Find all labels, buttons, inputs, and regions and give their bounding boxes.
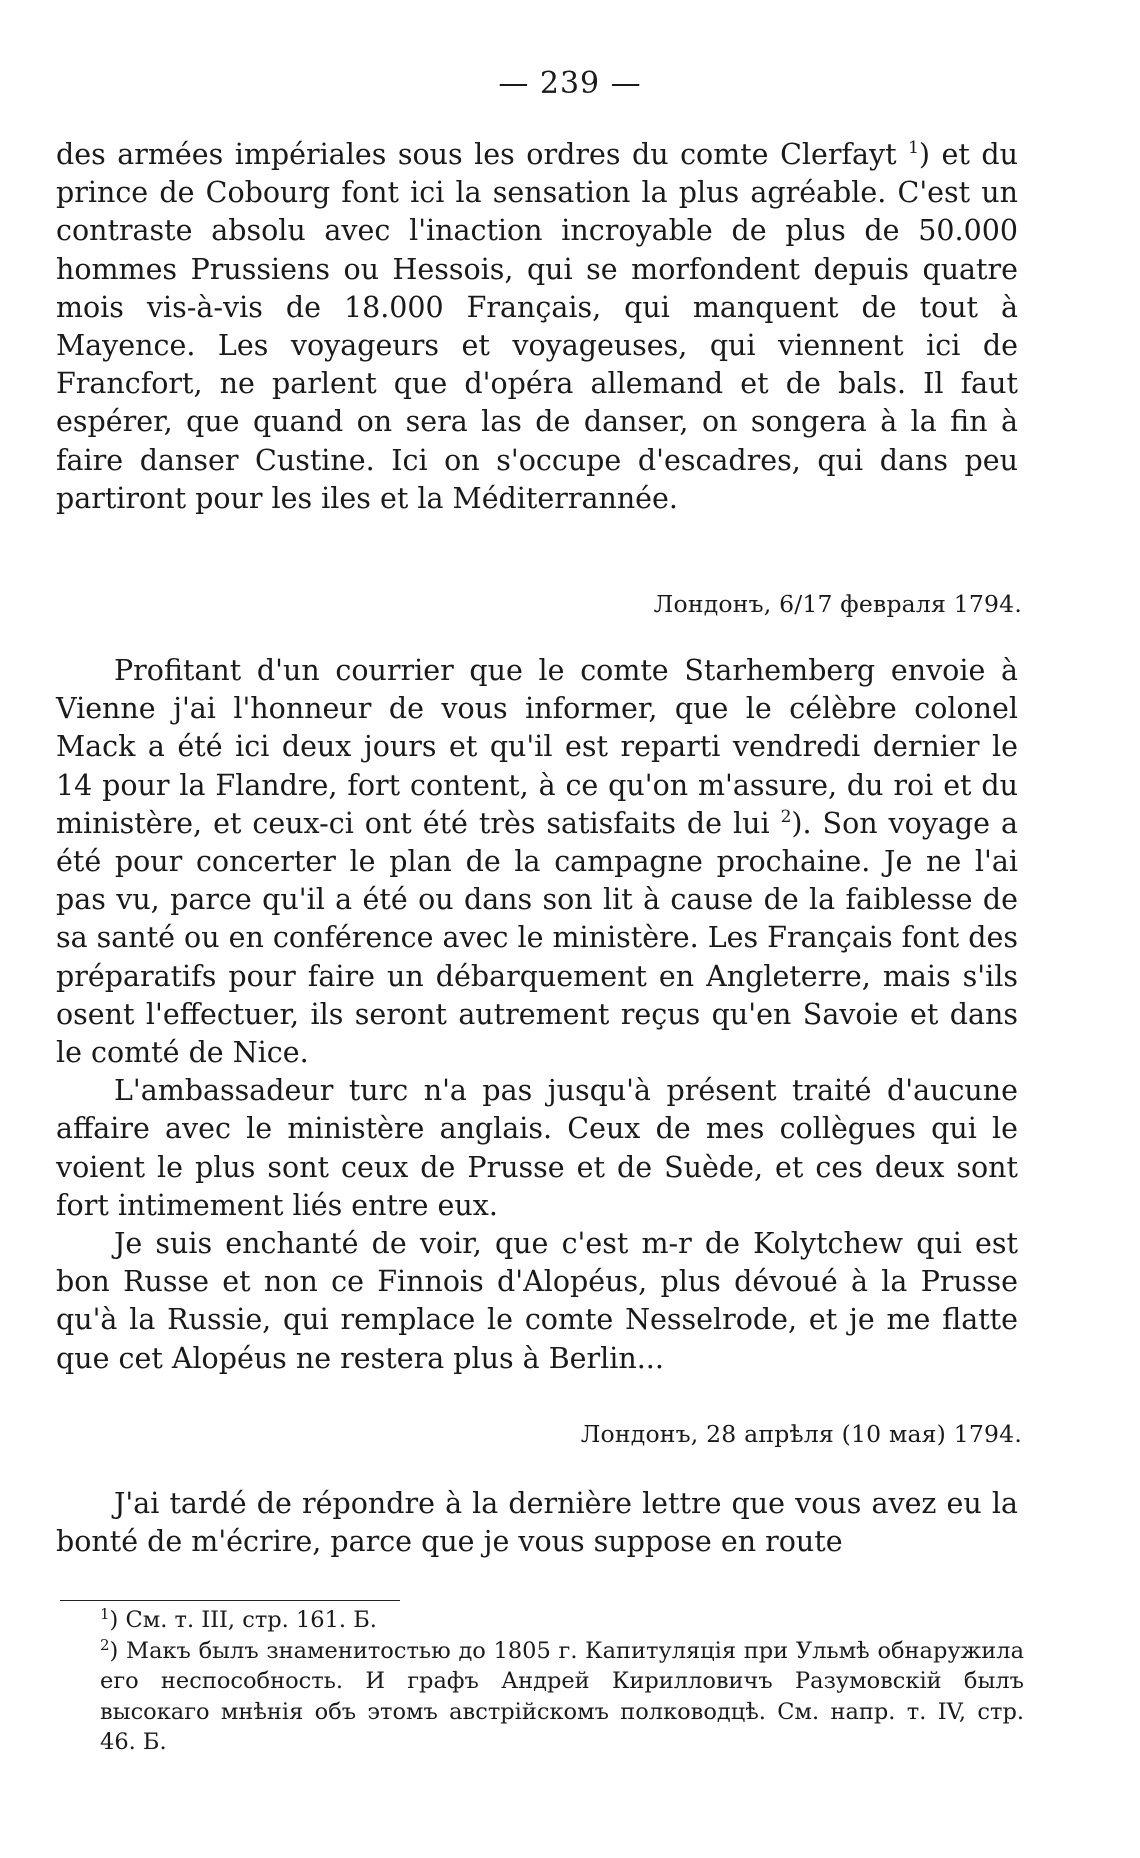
footnote-ref-2: 2 <box>780 806 792 827</box>
letter-3-paragraph: J'ai tardé de répondre à la dernière lettre que vous avez eu la bonté de m'écrire, parce que je vous suppose en route <box>56 1487 1018 1559</box>
footnote-2 <box>100 1636 1024 1758</box>
letter-1-paragraph <box>56 136 1018 518</box>
footnotes <box>100 1605 1024 1758</box>
letter-2-paragraph-1-tail: ). Son voyage a été pour concerter le plan de la campagne prochaine. Je ne l'ai pas vu, parce qu'il a été ou dans son lit à cause de la faiblesse de sa santé ou en conférence avec le ministère. Les Français font des préparatifs pour faire un débarquement en Angleterre, mais s'ils osent l'effectuer, ils seront autrement reçus qu'en Savoie et dans le comté de Nice. <box>56 806 1018 1070</box>
letter-2-paragraph-3: Je suis enchanté de voir, que c'est m-r de Kolytchew qui est bon Russe et non ce Finnois d'Alopéus, plus dévoué à la Prusse qu'à la Russie, qui remplace le comte Nesselrode, et je me flatte que cet Alopéus ne restera plus à Berlin... <box>56 1227 1018 1375</box>
letter-2-dateline: Лондонъ, 6/17 февраля 1794. <box>653 590 1022 618</box>
letter-2-paragraph-1-head: Profitant d'un courrier que le comte Starhemberg envoie à Vienne j'ai l'honneur de vous informer, que le célèbre colonel Mack a été ici deux jours et qu'il est reparti vendredi dernier le 14 pour la Flandre, fort content, à ce qu'on m'assure, du roi et du ministère, et ceux-ci ont été très satisfaits de lui <box>56 654 1018 840</box>
letter-1-text: des armées impériales sous les ordres du comte Clerfayt <box>56 138 909 171</box>
letter-3-dateline: Лондонъ, 28 апрѣля (10 мая) 1794. <box>580 1420 1022 1448</box>
letter-1-text-tail: ) et du prince de Cobourg font ici la sensation la plus agréable. C'est un contraste absolu avec l'inaction incroyable de plus de 50.000 hommes Prussiens ou Hessois, qui se morfondent depuis quatre mois vis-à-vis de 18.000 Français, qui manquent de tout à Mayence. Les voyageurs et voyageuses, qui viennent ici de Francfort, ne parlent que d'opéra allemand et de bals. Il faut espérer, que quand on sera las de danser, on songera à la fin à faire danser Custine. Ici on s'occupe d'escadres, qui dans peu partiront pour les iles et la Méditerrannée. <box>56 138 1019 515</box>
letter-1-body <box>56 136 1018 518</box>
footnote-2-marker: 2 <box>100 1635 110 1654</box>
footnote-ref-1: 1 <box>908 138 919 158</box>
footnote-1-text: ) См. т. III, стр. 161. Б. <box>109 1607 377 1633</box>
letter-2-paragraph-2: L'ambassadeur turc n'a pas jusqu'à présent traité d'aucune affaire avec le ministère anglais. Ceux de mes collègues qui le voient le plus sont ceux de Prusse et de Suède, et ces deux sont fort intimement liés entre eux. <box>56 1074 1018 1222</box>
footnote-1 <box>100 1605 1024 1636</box>
letter-3-body <box>56 1485 1018 1561</box>
letter-2-paragraph-1 <box>56 652 1018 1072</box>
footnote-2-text: ) Макъ былъ знаменитостью до 1805 г. Капитуляція при Ульмѣ обнаружила его неспособность. И графъ Андрей Кирилловичъ Разумовскій былъ высокаго мнѣнія объ этомъ австрійскомъ полководцѣ. См. напр. т. IV, стр. 46. Б. <box>100 1637 1024 1755</box>
footnote-divider <box>60 1600 400 1601</box>
page-number: — 239 — <box>498 66 642 101</box>
footnote-1-marker: 1 <box>100 1605 110 1623</box>
letter-2-body <box>56 652 1018 1378</box>
